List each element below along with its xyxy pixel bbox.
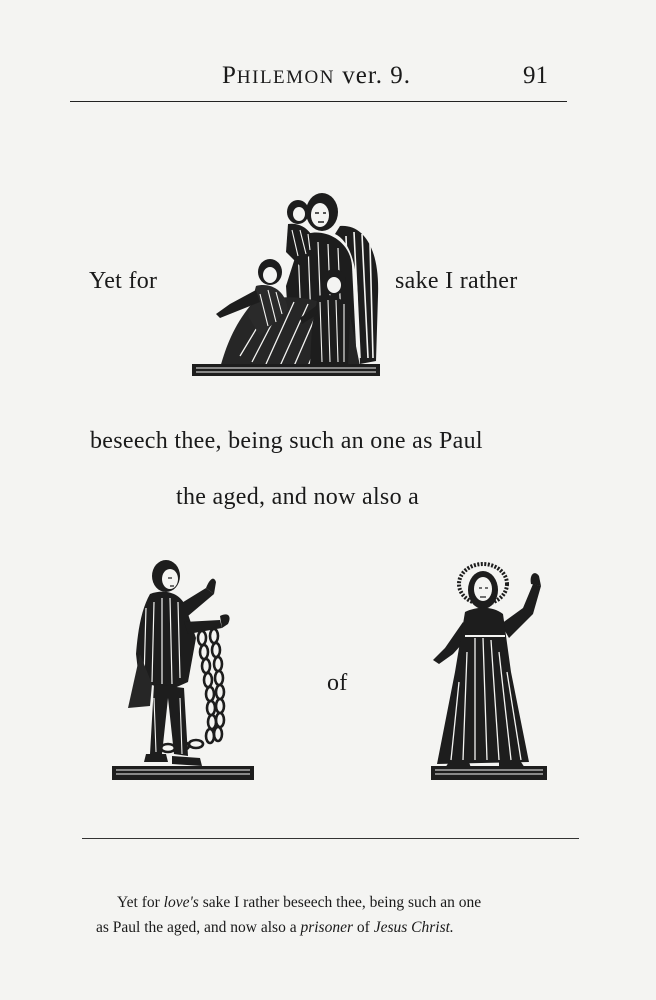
caption-italic-loves: love's [163,894,199,911]
page-number: 91 [523,62,548,89]
caption-line1 [96,890,576,915]
caption-line2 [96,915,576,940]
verse-caption [96,890,576,940]
jesus-woodcut [425,562,551,784]
rebus-line1-right: sake I rather [395,268,518,294]
rebus-line3: the aged, and now also a [176,484,420,510]
mother-with-children-woodcut [190,186,382,381]
caption-text: of [353,919,374,936]
running-header-title [222,62,411,90]
header-title-verse: ver. 9. [335,62,412,89]
caption-text: as Paul the aged, and now also a [96,919,301,936]
caption-italic-prisoner: prisoner [300,919,354,936]
rebus-line2: beseech thee, being such an one as Paul [90,428,483,454]
header-title-smallcaps: HILEMON [236,67,336,88]
prisoner-woodcut [110,558,256,784]
caption-text: Yet for [117,894,164,911]
rebus-line1-left: Yet for [89,268,158,294]
header-rule [70,101,567,102]
rebus-line4-middle: of [327,670,348,696]
caption-italic-jesus-christ: Jesus Christ. [373,919,454,936]
caption-rule [82,838,579,839]
header-title-initial: P [222,62,237,89]
caption-text: sake I rather beseech thee, being such an one [198,894,482,911]
